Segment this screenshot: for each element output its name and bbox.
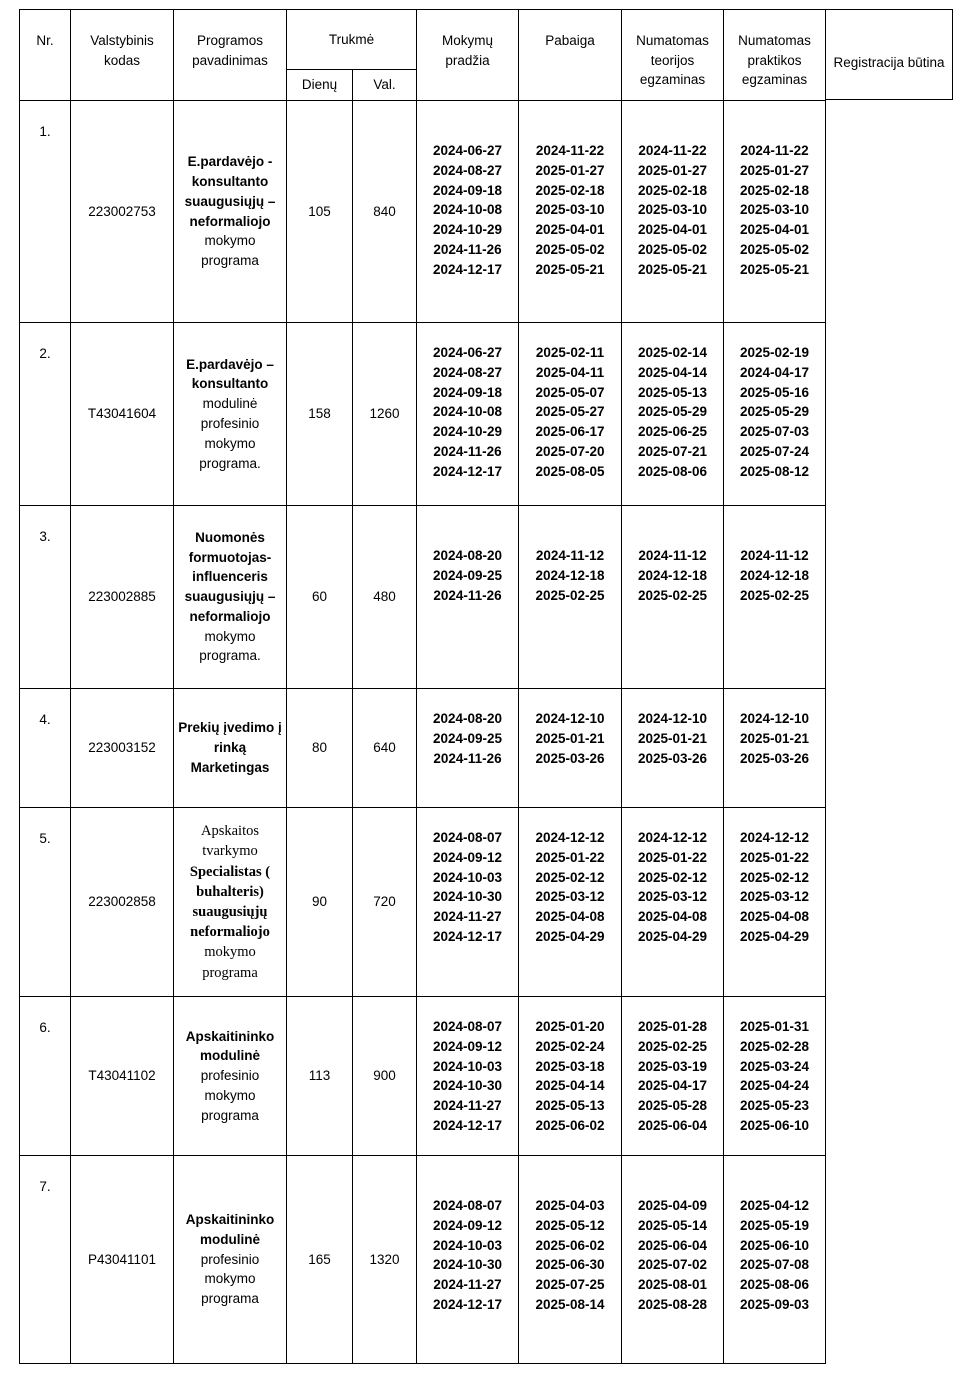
row-code: 223003152 xyxy=(71,689,174,808)
row-program-name xyxy=(174,997,287,1156)
row-theory-dates: 2024-12-10 2025-01-21 2025-03-26 xyxy=(622,689,724,808)
row-program-name xyxy=(174,506,287,689)
row-days: 60 xyxy=(287,506,353,689)
row-theory-dates: 2024-12-12 2025-01-22 2025-02-12 2025-03-12 2025-04-08 2025-04-29 xyxy=(622,808,724,997)
row-theory-dates: 2025-02-14 2025-04-14 2025-05-13 2025-05-29 2025-06-25 2025-07-21 2025-08-06 xyxy=(622,323,724,506)
row-theory-dates: 2024-11-22 2025-01-27 2025-02-18 2025-03-10 2025-04-01 2025-05-02 2025-05-21 xyxy=(622,101,724,323)
row-hours: 1260 xyxy=(353,323,417,506)
header-start: Mokymų pradžia xyxy=(417,10,519,101)
program-name-rest: modulinė profesinio mokymo programa. xyxy=(199,396,261,471)
row-hours: 480 xyxy=(353,506,417,689)
row-theory-dates: 2024-11-12 2024-12-18 2025-02-25 xyxy=(622,506,724,689)
row-practice-dates: 2025-04-12 2025-05-19 2025-06-10 2025-07-08 2025-08-06 2025-09-03 xyxy=(724,1156,826,1364)
row-end-dates: 2025-04-03 2025-05-12 2025-06-02 2025-06-30 2025-07-25 2025-08-14 xyxy=(519,1156,622,1364)
program-name-rest: mokymo programa. xyxy=(199,628,261,664)
row-number: 2. xyxy=(20,323,71,506)
row-end-dates: 2025-02-11 2025-04-11 2025-05-07 2025-05-27 2025-06-17 2025-07-20 2025-08-05 xyxy=(519,323,622,506)
row-start-dates: 2024-08-07 2024-09-12 2024-10-03 2024-10-30 2024-11-27 2024-12-17 xyxy=(417,997,519,1156)
header-registration: Registracija būtina xyxy=(825,9,953,100)
schedule-table xyxy=(19,9,826,1364)
program-name-rest: mokymo programa xyxy=(201,233,259,269)
row-hours: 640 xyxy=(353,689,417,808)
row-days: 105 xyxy=(287,101,353,323)
row-program-name xyxy=(174,101,287,323)
program-name-bold: Nuomonės formuotojas-influenceris suaugusiųjų – neformaliojo xyxy=(184,529,276,624)
row-end-dates: 2025-01-20 2025-02-24 2025-03-18 2025-04-14 2025-05-13 2025-06-02 xyxy=(519,997,622,1156)
row-start-dates: 2024-08-20 2024-09-25 2024-11-26 xyxy=(417,506,519,689)
program-name-bold: E.pardavėjo – konsultanto xyxy=(186,356,274,392)
row-theory-dates: 2025-04-09 2025-05-14 2025-06-04 2025-07-02 2025-08-01 2025-08-28 xyxy=(622,1156,724,1364)
program-name-rest: mokymo programa xyxy=(202,944,258,981)
header-theory: Numatomas teorijos egzaminas xyxy=(622,10,724,101)
table-row xyxy=(20,506,826,689)
row-hours: 840 xyxy=(353,101,417,323)
program-name-bold: Apskaitininko modulinė xyxy=(185,1212,275,1247)
row-program-name xyxy=(174,1156,287,1364)
program-name-bold: Apskaitininko modulinė xyxy=(185,1028,275,1064)
row-hours: 900 xyxy=(353,997,417,1156)
row-number: 5. xyxy=(20,808,71,997)
row-end-dates: 2024-12-10 2025-01-21 2025-03-26 xyxy=(519,689,622,808)
row-practice-dates: 2025-01-31 2025-02-28 2025-03-24 2025-04-24 2025-05-23 2025-06-10 xyxy=(724,997,826,1156)
row-hours: 1320 xyxy=(353,1156,417,1364)
row-days: 90 xyxy=(287,808,353,997)
row-code: 223002885 xyxy=(71,506,174,689)
row-number: 6. xyxy=(20,997,71,1156)
header-practice: Numatomas praktikos egzaminas xyxy=(724,10,826,101)
row-program-name xyxy=(174,808,287,997)
table-row xyxy=(20,808,826,997)
program-name-bold: Specialistas ( buhalteris) suaugusiųjų neformaliojo xyxy=(189,863,271,941)
row-program-name xyxy=(174,323,287,506)
row-hours: 720 xyxy=(353,808,417,997)
row-end-dates: 2024-11-22 2025-01-27 2025-02-18 2025-03-10 2025-04-01 2025-05-02 2025-05-21 xyxy=(519,101,622,323)
table-row xyxy=(20,101,826,323)
header-name: Programos pavadinimas xyxy=(174,10,287,101)
row-start-dates: 2024-06-27 2024-08-27 2024-09-18 2024-10-08 2024-10-29 2024-11-26 2024-12-17 xyxy=(417,323,519,506)
row-number: 1. xyxy=(20,101,71,323)
header-duration: Trukmė xyxy=(287,10,417,70)
header-nr: Nr. xyxy=(20,10,71,101)
table-row xyxy=(20,323,826,506)
program-name-prefix: Apskaitos tvarkymo xyxy=(201,823,259,860)
table-row xyxy=(20,689,826,808)
header-end: Pabaiga xyxy=(519,10,622,101)
row-number: 3. xyxy=(20,506,71,689)
row-theory-dates: 2025-01-28 2025-02-25 2025-03-19 2025-04-17 2025-05-28 2025-06-04 xyxy=(622,997,724,1156)
row-code: T43041604 xyxy=(71,323,174,506)
row-number: 7. xyxy=(20,1156,71,1364)
row-practice-dates: 2024-12-10 2025-01-21 2025-03-26 xyxy=(724,689,826,808)
program-name-rest: profesinio mokymo programa xyxy=(200,1251,260,1307)
row-code: T43041102 xyxy=(71,997,174,1156)
row-practice-dates: 2024-12-12 2025-01-22 2025-02-12 2025-03-12 2025-04-08 2025-04-29 xyxy=(724,808,826,997)
header-hours: Val. xyxy=(353,70,417,101)
row-code: 223002858 xyxy=(71,808,174,997)
row-days: 158 xyxy=(287,323,353,506)
row-start-dates: 2024-08-07 2024-09-12 2024-10-03 2024-10-30 2024-11-27 2024-12-17 xyxy=(417,808,519,997)
row-practice-dates: 2025-02-19 2024-04-17 2025-05-16 2025-05-29 2025-07-03 2025-07-24 2025-08-12 xyxy=(724,323,826,506)
row-code: P43041101 xyxy=(71,1156,174,1364)
row-start-dates: 2024-08-20 2024-09-25 2024-11-26 xyxy=(417,689,519,808)
row-code: 223002753 xyxy=(71,101,174,323)
row-program-name xyxy=(174,689,287,808)
program-name-rest: profesinio mokymo programa xyxy=(200,1068,260,1123)
row-start-dates: 2024-06-27 2024-08-27 2024-09-18 2024-10-08 2024-10-29 2024-11-26 2024-12-17 xyxy=(417,101,519,323)
row-days: 113 xyxy=(287,997,353,1156)
row-start-dates: 2024-08-07 2024-09-12 2024-10-03 2024-10-30 2024-11-27 2024-12-17 xyxy=(417,1156,519,1364)
program-name-bold: E.pardavėjo - konsultanto suaugusiųjų – neformaliojo xyxy=(184,154,276,229)
header-days: Dienų xyxy=(287,70,353,101)
header-code: Valstybinis kodas xyxy=(71,10,174,101)
row-number: 4. xyxy=(20,689,71,808)
row-days: 80 xyxy=(287,689,353,808)
row-practice-dates: 2024-11-12 2024-12-18 2025-02-25 xyxy=(724,506,826,689)
row-end-dates: 2024-11-12 2024-12-18 2025-02-25 xyxy=(519,506,622,689)
row-practice-dates: 2024-11-22 2025-01-27 2025-02-18 2025-03-10 2025-04-01 2025-05-02 2025-05-21 xyxy=(724,101,826,323)
row-end-dates: 2024-12-12 2025-01-22 2025-02-12 2025-03-12 2025-04-08 2025-04-29 xyxy=(519,808,622,997)
program-name-bold: Prekių įvedimo į rinką Marketingas xyxy=(178,720,282,775)
row-days: 165 xyxy=(287,1156,353,1364)
table-row xyxy=(20,997,826,1156)
table-row xyxy=(20,1156,826,1364)
